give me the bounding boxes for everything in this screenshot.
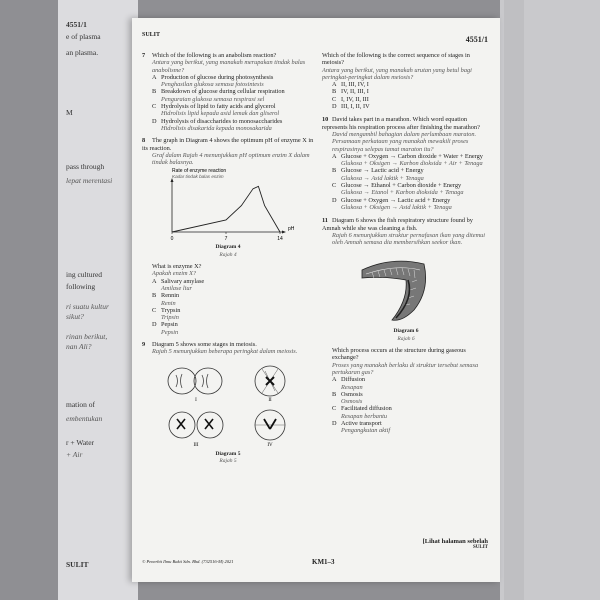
question-stem-ms: David mengambil bahagian dalam perlumbaan maraton. Persamaan perkataan yang manakah mewakili proses respirasinya selepas tamat maraton itu? xyxy=(332,130,477,153)
option-text-ms: Hidrolisis lipid kepada asid lemak dan gliserol xyxy=(161,110,280,118)
option-letter: C xyxy=(332,405,337,413)
option-letter: D xyxy=(332,103,337,111)
question-stem-ms: Antara yang berikut, yang manakah urutan yang betul bagi peringkat-peringkat dalam meiosis? xyxy=(322,66,472,81)
option-text: Rennin xyxy=(161,292,180,300)
option-c xyxy=(142,103,314,110)
right-column xyxy=(322,52,490,435)
question-stem: Diagram 6 shows the fish respiratory structure found by Amnah while she was cleaning a fish. xyxy=(322,217,473,232)
question-stem: Diagram 5 shows some stages in meiosis. xyxy=(152,341,257,349)
meiosis-diagram xyxy=(152,359,312,451)
option-text: Pepsin xyxy=(161,321,178,329)
option-letter: D xyxy=(332,196,337,204)
option-text-ms: Osmosis xyxy=(341,398,363,406)
option-text-ms: Renin xyxy=(161,299,176,307)
question-11-prompt: Which process occurs at the structure during gaseous exchange? xyxy=(332,347,466,362)
option-text-ms: Glukosa → Etanol + Karbon dioksida + Tenaga xyxy=(341,189,464,197)
question-number: 7 xyxy=(142,52,146,59)
option-text-ms: Glukosa → Asid laktik + Tenaga xyxy=(341,174,424,182)
option-a xyxy=(322,81,490,88)
question-stem-ms: Rajah 5 menunjukkan beberapa peringkat dalam meiosis. xyxy=(152,348,298,356)
option-letter: B xyxy=(152,292,157,300)
option-letter: C xyxy=(332,182,337,190)
question-number: 9 xyxy=(142,341,146,349)
label-iv: IV xyxy=(267,442,273,448)
left-page-fragment: r + Water xyxy=(66,438,95,447)
option-a xyxy=(322,376,490,383)
option-b xyxy=(142,292,314,299)
left-page-fragment: e of plasma xyxy=(66,32,101,41)
stage-iii-cell xyxy=(169,412,223,448)
graph-ylabel: Rate of enzyme reaction xyxy=(172,168,227,175)
left-page-fragment: following xyxy=(66,282,96,291)
option-text: Diffusion xyxy=(341,376,366,384)
option-d xyxy=(322,197,490,204)
left-page-fragment: lepat merentasi xyxy=(66,176,113,185)
footer-publisher: © Penerbit Ilmu Bakti Sdn. Bhd. (732516-M) 2021 xyxy=(142,559,234,564)
option-text: Trypsin xyxy=(161,306,181,314)
rate-curve xyxy=(172,187,280,233)
question-8-prompt: What is enzyme X? xyxy=(152,263,202,271)
left-page-fragment: rinan berikut, xyxy=(66,332,108,341)
option-text-ms: Resapan berbantu xyxy=(341,412,387,420)
question-number: 10 xyxy=(322,116,329,124)
question-11 xyxy=(322,217,490,434)
diagram-4-caption: Diagram 4 xyxy=(215,244,241,251)
option-text: Salivary amylase xyxy=(161,277,205,285)
option-text-ms: Glukosa + Oksigen → Asid laktik + Tenaga xyxy=(341,203,452,211)
left-page-fragment: an plasma. xyxy=(66,48,99,57)
option-text: Hydrolysis of disaccharides to monosaccharides xyxy=(161,117,283,125)
option-letter: D xyxy=(332,419,337,427)
option-letter: A xyxy=(152,73,157,81)
graph-ylabel-ms: Kadar tindak balas enzim xyxy=(172,174,224,180)
option-text: IV, II, III, I xyxy=(341,88,369,96)
option-c xyxy=(322,405,490,412)
footer-sulit: SULIT xyxy=(472,545,488,550)
left-page-fragment: nan Ali? xyxy=(66,342,92,351)
graph-xlabel: pH xyxy=(288,226,295,233)
question-stem-ms: Rajah 6 menunjukkan struktur pernafasan ikan yang ditemui oleh Amnah semasa dia membersihkan seekor ikan. xyxy=(332,231,486,247)
gill-filaments xyxy=(362,262,426,321)
next-page-note: [Lihat halaman sebelah xyxy=(422,538,488,545)
diagram-6-caption: Diagram 6 xyxy=(393,328,419,335)
left-page-fragment: ri suatu kultur xyxy=(66,302,109,311)
option-text: II, III, IV, I xyxy=(341,81,369,89)
option-text: Facilitated diffusion xyxy=(341,405,392,413)
option-letter: A xyxy=(332,152,337,160)
question-stem: Which of the following is an anabolism reaction? xyxy=(152,52,277,59)
option-text: Glucose → Lactic acid + Energy xyxy=(341,167,424,175)
exam-page xyxy=(132,18,500,582)
diagram-5-caption: Diagram 5 xyxy=(215,450,241,457)
option-text-ms: Resapan xyxy=(341,383,363,391)
option-text-ms: Amilase liur xyxy=(161,284,192,292)
option-text: Glucose + Oxygen → Lactic acid + Energy xyxy=(341,196,451,204)
option-text: III, I, II, IV xyxy=(341,103,370,111)
option-text: Breakdown of glucose during cellular respiration xyxy=(161,88,285,96)
options-list xyxy=(322,153,490,211)
question-10 xyxy=(322,116,490,211)
option-b xyxy=(322,167,490,174)
fish-gill-diagram xyxy=(322,250,472,328)
question-stem: The graph in Diagram 4 shows the optimum pH of enzyme X in its reaction. xyxy=(142,137,314,152)
option-text: Production of glucose during photosynthesis xyxy=(161,73,274,81)
x-ticks xyxy=(171,232,283,242)
option-text: Active transport xyxy=(341,419,382,427)
diagram-6-caption-ms: Rajah 6 xyxy=(397,335,415,342)
option-letter: C xyxy=(152,103,157,111)
question-9 xyxy=(142,341,314,465)
label-i: I xyxy=(195,397,197,403)
option-d xyxy=(142,321,314,328)
option-text-ms: Penghasilan glukosa semasa fotosintesis xyxy=(161,81,264,89)
left-column xyxy=(142,48,314,465)
x-axis-arrow xyxy=(282,231,286,234)
question-stem: David takes part in a marathon. Which word equation represents his respiration process after finishing the marathon? xyxy=(322,116,480,131)
options-list xyxy=(142,74,314,132)
question-11-prompt-ms: Proses yang manakah berlaku di struktur tersebut semasa pertukaran gas? xyxy=(332,361,479,376)
left-page xyxy=(58,0,138,600)
page-edge-shadow xyxy=(504,0,524,600)
option-text-ms: Penguraian glukosa semasa respirasi sel xyxy=(161,95,265,103)
question-number: 11 xyxy=(322,217,328,225)
option-letter: D xyxy=(152,321,157,329)
option-text: Hydrolysis of lipid to fatty acids and glycerol xyxy=(161,103,276,111)
option-d xyxy=(322,103,490,110)
left-page-fragment: 4551/1 xyxy=(66,20,87,29)
option-text: I, IV, II, III xyxy=(341,95,369,103)
option-text-ms: Pepsin xyxy=(161,328,179,336)
option-letter: A xyxy=(332,81,337,89)
stage-ii-cell xyxy=(255,366,285,403)
left-page-fragment: ing cultured xyxy=(66,270,103,279)
option-letter: A xyxy=(332,376,337,384)
option-letter: C xyxy=(152,306,157,314)
footer-next-page xyxy=(423,538,488,550)
option-b xyxy=(322,88,490,95)
stage-iv-cell xyxy=(255,410,285,448)
option-c xyxy=(142,307,314,314)
option-a xyxy=(322,153,490,160)
x-tick-label: 7 xyxy=(224,236,228,243)
option-letter: B xyxy=(152,88,157,96)
question-stem-ms: Antara yang berikut, yang manakah merupakan tindak balas anabolisme? xyxy=(152,59,306,74)
question-stem-ms: Graf dalam Rajah 4 menunjukkan pH optimum enzim X dalam tindak balasnya. xyxy=(152,151,310,167)
question-stem: Which of the following is the correct sequence of stages in meiosis? xyxy=(322,52,470,67)
options-list xyxy=(322,376,490,434)
option-letter: D xyxy=(152,117,157,125)
stage-i-cell xyxy=(168,368,222,403)
option-d xyxy=(142,118,314,125)
left-page-fragment: M xyxy=(66,108,73,117)
left-page-fragment: pass through xyxy=(66,162,105,171)
left-page-fragment: SULIT xyxy=(66,560,89,569)
option-letter: B xyxy=(332,390,337,398)
question-number: 8 xyxy=(142,137,146,145)
options-list xyxy=(142,278,314,336)
x-tick-label: 0 xyxy=(170,236,174,243)
option-text: Glucose → Ethanol + Carbon dioxide + Energy xyxy=(341,182,462,190)
label-iii: III xyxy=(193,442,199,448)
option-text-ms: Tripsin xyxy=(161,314,179,322)
option-text-ms: Hidrolisis disakarida kepada monosakarida xyxy=(161,124,272,132)
left-page-fragment: sikut? xyxy=(66,312,84,321)
option-letter: B xyxy=(332,88,337,96)
option-b xyxy=(142,88,314,95)
x-tick-label: 14 xyxy=(277,236,283,243)
option-c xyxy=(322,96,490,103)
enzyme-ph-graph xyxy=(152,166,312,244)
option-letter: C xyxy=(332,95,337,103)
option-text: Osmosis xyxy=(341,390,363,398)
option-letter: B xyxy=(332,167,337,175)
option-a xyxy=(142,278,314,285)
option-d xyxy=(322,420,490,427)
label-ii: II xyxy=(268,397,272,403)
left-page-fragment: mation of xyxy=(66,400,95,409)
option-b xyxy=(322,391,490,398)
question-9-continued xyxy=(322,52,490,110)
left-page-fragment: + Air xyxy=(66,450,83,459)
option-text-ms: Glukosa + Oksigen → Karbon dioksida + Air + Tenaga xyxy=(341,160,483,168)
option-text-ms: Pengangkutan aktif xyxy=(341,427,391,435)
left-page-fragment: embentukan xyxy=(66,414,103,423)
option-c xyxy=(322,182,490,189)
question-8 xyxy=(142,137,314,336)
option-letter: A xyxy=(152,277,157,285)
header-code: 4551/1 xyxy=(465,35,488,44)
footer-page-number: KM1–3 xyxy=(312,558,335,566)
question-8-prompt-ms: Apakah enzim X? xyxy=(152,270,197,278)
header-sulit: SULIT xyxy=(142,32,161,38)
question-7 xyxy=(142,52,314,132)
option-text: Glucose + Oxygen → Carbon dioxide + Water + Energy xyxy=(341,152,483,160)
diagram-5-caption-ms: Rajah 5 xyxy=(219,457,237,464)
option-a xyxy=(142,74,314,81)
diagram-4-caption-ms: Rajah 4 xyxy=(219,251,237,258)
options-list xyxy=(322,81,490,110)
